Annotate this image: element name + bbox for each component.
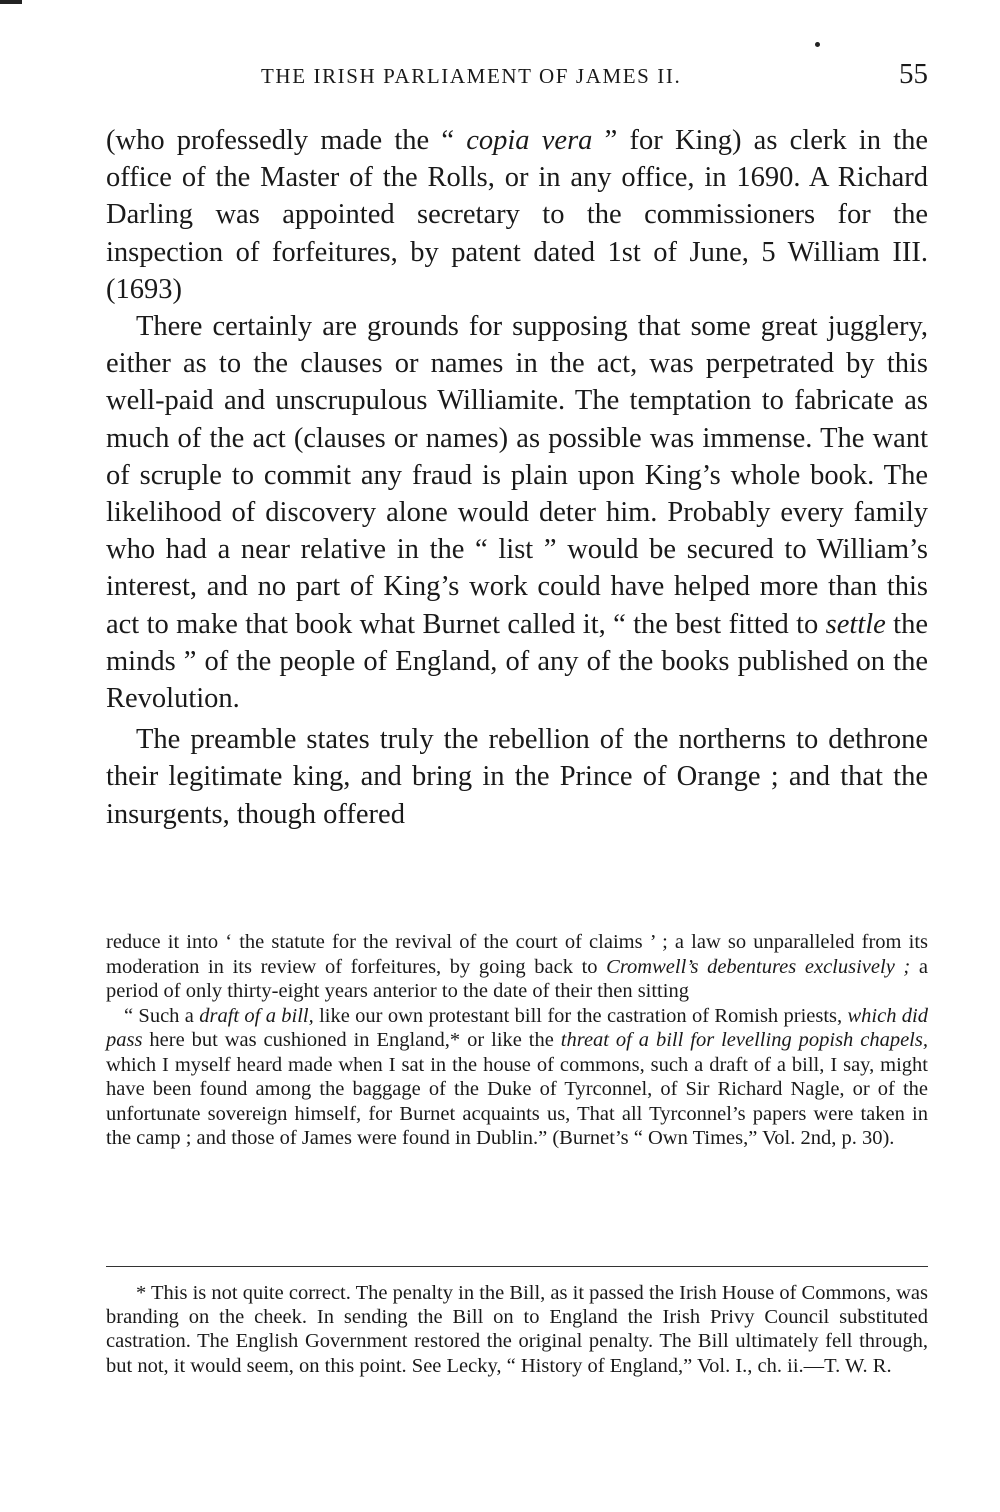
quote-paragraph-1 (106, 930, 928, 1004)
p2-italic-1: settle (825, 608, 886, 640)
quoted-passage (106, 930, 928, 1151)
scan-dot-mark (815, 42, 820, 47)
p3-text-1: The preamble states truly the rebellion of the northerns to dethrone their legitimate king, and bring in the Prince of Orange ; and that the insurgents, though offered (106, 724, 928, 830)
scan-corner-mark (0, 0, 22, 4)
q1-italic-1: Cromwell’s debentures exclusively ; (606, 955, 911, 978)
p1-italic-1: copia vera (466, 125, 593, 156)
page-header (106, 60, 928, 100)
paragraph-2 (106, 308, 928, 717)
paragraph-1 (106, 122, 928, 308)
q2-text-4: which I myself heard made when I sat in the house of commons, such a draft of a bill, I say, might have been found among the baggage of the Duke of Tyrconnel, of Sir Richard Nagle, or of the unfortunate sovereign himself, for Burnet acquaints us, That all Tyrconnel’s papers were taken in the camp ; and those of James were found in Dublin.” (Burnet’s “ Own Times,” Vol. 2nd, p. 30). (106, 1053, 928, 1149)
quote-paragraph-2 (106, 1004, 928, 1151)
footnote-text: * This is not quite correct. The penalty in the Bill, as it passed the Irish House of Commons, was branding on the cheek. In sending the Bill on to England the Irish Privy Council substituted castration. The English Government restored the original penalty. The Bill ultimately fell through, but not, it would seem, on this point. See Lecky, “ History of England,” Vol. I., ch. ii.—T. W. R. (106, 1282, 928, 1377)
running-title: THE IRISH PARLIAMENT OF JAMES II. (261, 64, 682, 88)
q2-text-2: like our own protestant bill for the castration of Romish priests, (313, 1004, 848, 1027)
q2-italic-3: threat of a bill for levelling popish chapels, (560, 1029, 928, 1051)
p2-text-1: There certainly are grounds for supposing that some great jugglery, either as to the clauses or names in the act, was perpetrated by this well-paid and unscrupulous Williamite. The temptation to fabricate as much of the act (clauses or names) as possible was immense. The want of scruple to commit any fraud is plain upon King’s whole book. The likelihood of discovery alone would deter him. Probably every family who had a near relative in the “ list ” would be secured to William’s interest, and no part of King’s work could have helped more than this act to make that book what Burnet called it, “ the best fitted to (106, 311, 928, 640)
main-text (106, 122, 928, 833)
q2-italic-2: which did pass (106, 1004, 928, 1051)
q2-text-3: here but was cushioned in England,* or like the (142, 1029, 561, 1051)
p1-text-1: (who professedly made the “ (106, 125, 467, 156)
q2-italic-1: draft of a bill, (199, 1004, 314, 1027)
footnote-divider (106, 1266, 928, 1267)
q1-text-2: a period of only thirty-eight years anterior to the date of their then sitting (106, 955, 928, 1002)
page-number: 55 (899, 58, 928, 90)
q1-text-1: reduce it into ‘ the statute for the revival of the court of claims ’ ; a law so unparalleled from its moderation in its review of forfeitures, by going back to (106, 931, 928, 978)
paragraph-3 (106, 721, 928, 833)
p2-text-2: the minds ” of the people of England, of any of the books published on the Revolution. (106, 608, 928, 715)
q2-text-1: “ Such a (124, 1004, 200, 1027)
p1-text-2: ” for King) as clerk in the office of the Master of the Rolls, or in any office, in 1690. A Richard Darling was appointed secretary to the commissioners for the inspection of forfeitures, by patent dated 1st of June, 5 William III. (1693) (106, 125, 929, 305)
footnote (106, 1281, 928, 1378)
